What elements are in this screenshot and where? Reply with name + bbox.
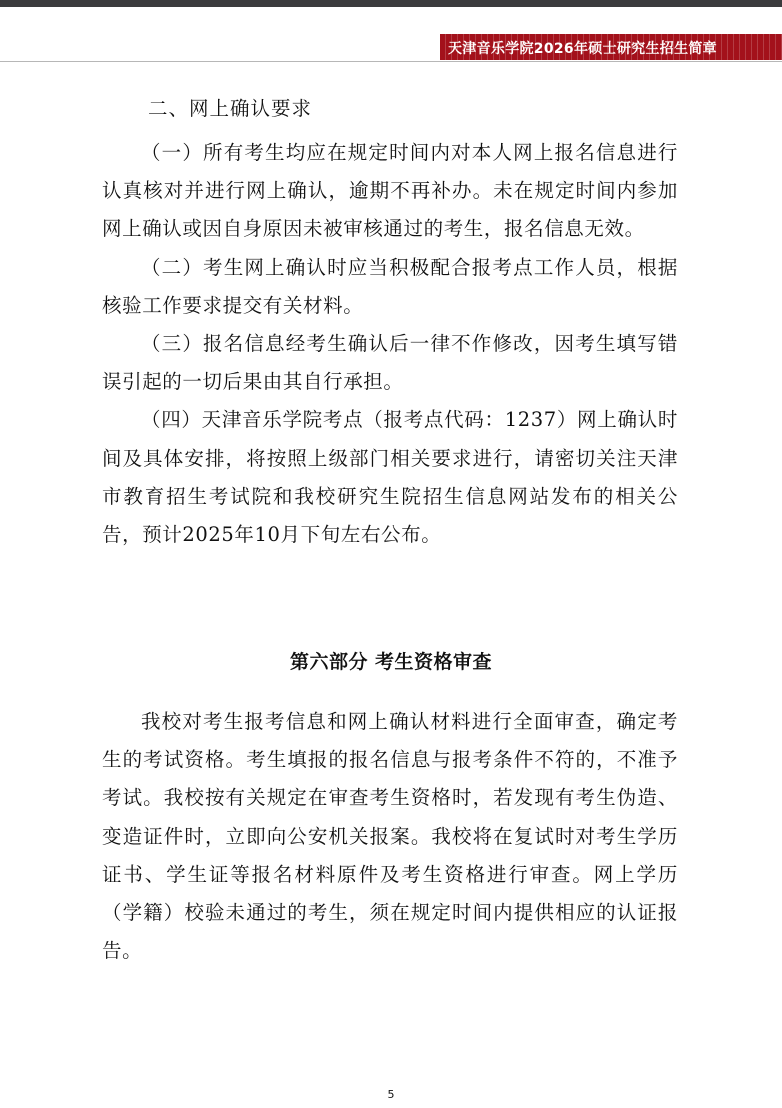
- paragraph-item-1: （一）所有考生均应在规定时间内对本人网上报名信息进行认真核对并进行网上确认，逾期不再补办。未在规定时间内参加网上确认或因自身原因未被审核通过的考生，报名信息无效。: [102, 141, 678, 241]
- top-bar: [0, 0, 782, 7]
- qualification-review-paragraph: 我校对考生报考信息和网上确认材料进行全面审查，确定考生的考试资格。考生填报的报名信息与报考条件不符的，不准予考试。我校按有关规定在审查考生资格时，若发现有考生伪造、变造证件时，立即向公安机关报案。我校将在复试时对考生学历证书、学生证等报名材料原件及考生资格进行审查。网上学历（学籍）校验未通过的考生，须在规定时间内提供相应的认证报告。: [102, 710, 678, 963]
- part-six-title: 第六部分 考生资格审查: [289, 651, 493, 673]
- section-heading: 二、网上确认要求: [148, 97, 313, 120]
- header-title: 天津音乐学院2026年硕士研究生招生简章: [448, 41, 717, 57]
- paragraph-item-3: （三）报名信息经考生确认后一律不作修改，因考生填写错误引起的一切后果由其自行承担。: [102, 332, 678, 394]
- page-number: 5: [387, 1088, 395, 1101]
- header-divider: [0, 61, 782, 62]
- paragraph-item-2: （二）考生网上确认时应当积极配合报考点工作人员，根据核验工作要求提交有关材料。: [102, 255, 678, 317]
- paragraph-item-4: （四）天津音乐学院考点（报考点代码：1237）网上确认时间及具体安排，将按照上级部门相关要求进行，请密切关注天津市教育招生考试院和我校研究生院招生信息网站发布的相关公告，预计2025年10月下旬左右公布。: [102, 408, 678, 547]
- part-six-body: [102, 703, 678, 970]
- section-body: [102, 134, 678, 554]
- header-banner: [440, 34, 782, 60]
